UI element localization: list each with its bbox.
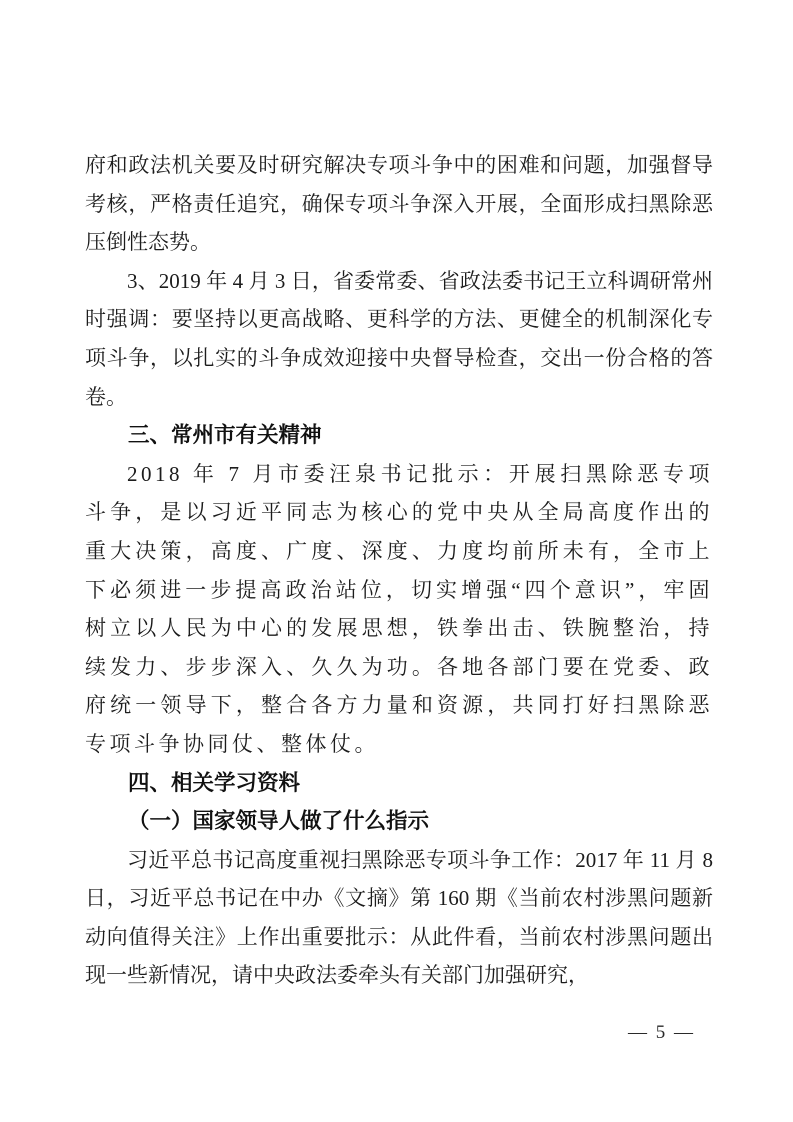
section-heading-four: 四、相关学习资料 <box>128 770 301 795</box>
document-body <box>85 146 713 995</box>
body-paragraph: 习近平总书记高度重视扫黑除恶专项斗争工作：2017 年 11 月 8 日，习近平总书记在中办《文摘》第 160 期《当前农村涉黑问题新动向值得关注》上作出重要批示：从此件看，当前农村涉黑问题出现一些新情况，请中央政法委牵头有关部门加强研究， <box>85 847 713 988</box>
page-number-text: — 5 — <box>628 1022 695 1043</box>
body-paragraph: 3、2019 年 4 月 3 日，省委常委、省政法委书记王立科调研常州时强调：要坚持以更高战略、更科学的方法、更健全的机制深化专项斗争，以扎实的斗争成效迎接中央督导检查，交出一份合格的答卷。 <box>85 268 713 409</box>
subsection-heading: （一）国家领导人做了什么指示 <box>128 809 430 834</box>
section-heading-three: 三、常州市有关精神 <box>128 423 322 448</box>
page-number <box>628 1022 695 1044</box>
body-paragraph-continuation: 府和政法机关要及时研究解决专项斗争中的困难和问题，加强督导考核，严格责任追究，确保专项斗争深入开展，全面形成扫黑除恶压倒性态势。 <box>85 153 713 255</box>
body-paragraph: 2018 年 7 月市委汪泉书记批示：开展扫黑除恶专项斗争，是以习近平同志为核心的党中央从全局高度作出的重大决策，高度、广度、深度、力度均前所未有，全市上下必须进一步提高政治站位，切实增强“四个意识”，牢固树立以人民为中心的发展思想，铁拳出击、铁腕整治，持续发力、步步深入、久久为功。各地各部门要在党委、政府统一领导下，整合各方力量和资源，共同打好扫黑除恶专项斗争协同仗、整体仗。 <box>85 461 713 756</box>
